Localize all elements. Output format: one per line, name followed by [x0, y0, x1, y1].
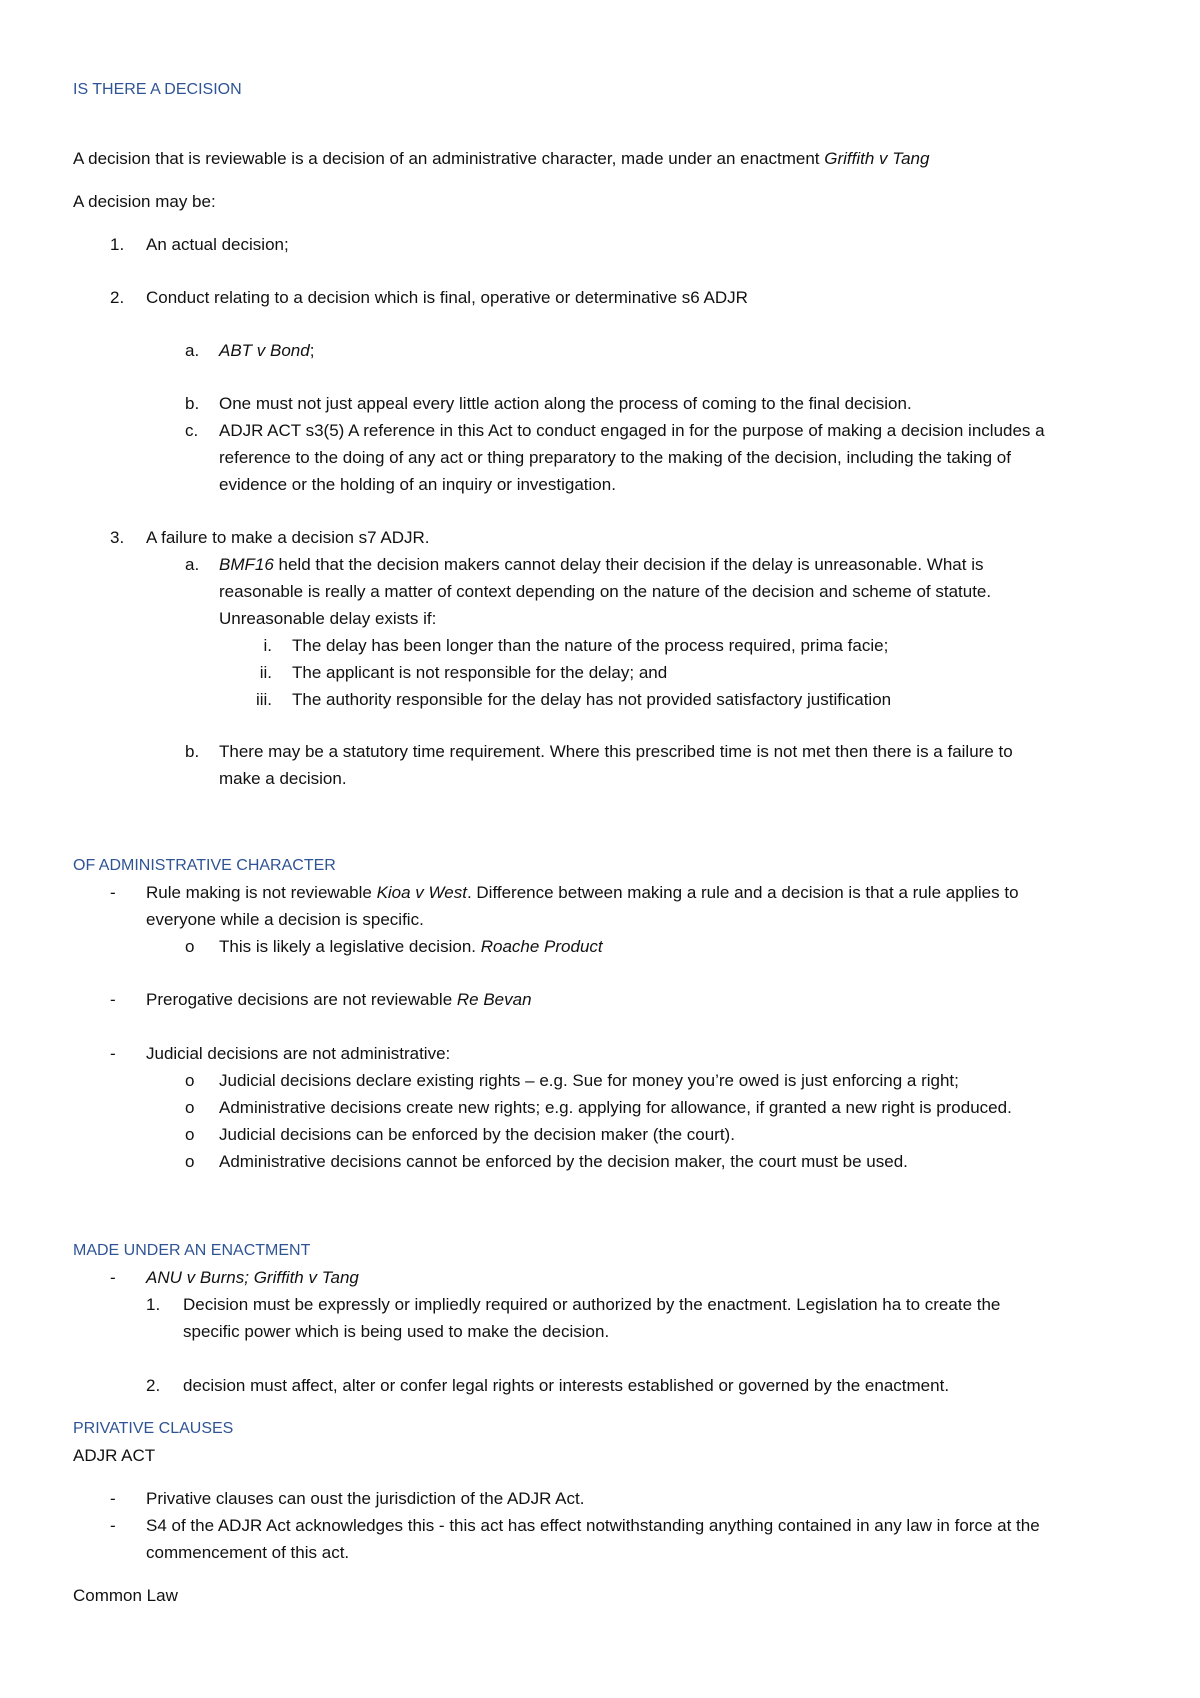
heading-made-under-enactment: MADE UNDER AN ENACTMENT [73, 1242, 311, 1259]
list-marker: 1. [146, 1295, 161, 1314]
rule-making-text-cont: . Difference between making a rule and a decision is that a rule applies to [466, 883, 1019, 902]
dash-bullet: - [110, 1489, 116, 1508]
roman-marker: i. [263, 636, 272, 655]
list-item-affect-rights: decision must affect, alter or confer legal rights or interests established or governed by the enactment. [183, 1376, 950, 1395]
item-tail: ; [309, 341, 315, 360]
dash-bullet: - [110, 1516, 116, 1535]
circle-bullet: o [185, 1125, 195, 1144]
circle-bullet: o [185, 1098, 195, 1117]
intro-text: A decision that is reviewable is a decision of an administrative character, made under an enactment [73, 149, 825, 168]
subheading-common-law: Common Law [73, 1586, 178, 1605]
roman-marker: iii. [255, 690, 272, 709]
legislative-text: This is likely a legislative decision. [219, 937, 481, 956]
list-item-bmf16-line1 [219, 551, 983, 578]
case-abt-v-bond: ABT v Bond [219, 341, 310, 360]
list-item-expressly-required-line1: Decision must be expressly or impliedly required or authorized by the enactment. Legislation ha to create the [183, 1295, 1001, 1314]
bullet-s4-line1: S4 of the ADJR Act acknowledges this - this act has effect notwithstanding anything contained in any law in force at the [146, 1516, 1040, 1535]
circle-bullet: o [185, 937, 195, 956]
rule-making-text: Rule making is not reviewable [146, 883, 377, 902]
list-item-adjr-s3-line1: ADJR ACT s3(5) A reference in this Act to conduct engaged in for the purpose of making a decision includes a [219, 421, 1045, 440]
case-bmf16: BMF16 [219, 555, 274, 574]
bullet-rule-making-line2: everyone while a decision is specific. [146, 910, 424, 929]
subheading-adjr-act: ADJR ACT [73, 1446, 156, 1465]
dash-bullet: - [110, 1044, 116, 1063]
list-item-conduct: Conduct relating to a decision which is final, operative or determinative s6 ADJR [146, 288, 748, 307]
bullet-prerogative [146, 986, 532, 1013]
case-griffith-v-tang: Griffith v Tang [824, 149, 930, 168]
sub-bullet-legislative [219, 933, 603, 960]
sub-bullet-judicial-enforced: Judicial decisions can be enforced by the decision maker (the court). [219, 1125, 735, 1144]
case-re-bevan: Re Bevan [456, 990, 532, 1009]
dash-bullet: - [110, 1268, 116, 1287]
prerogative-text: Prerogative decisions are not reviewable [146, 990, 457, 1009]
list-marker: 2. [110, 288, 125, 307]
roman-marker: ii. [259, 663, 272, 682]
heading-is-there-a-decision: IS THERE A DECISION [73, 81, 242, 98]
sub-bullet-judicial-declare: Judicial decisions declare existing rights – e.g. Sue for money you’re owed is just enforcing a right; [219, 1071, 959, 1090]
bullet-judicial: Judicial decisions are not administrative: [146, 1044, 451, 1063]
list-item-expressly-required-line2: specific power which is being used to make the decision. [183, 1322, 610, 1341]
sublist-marker: b. [185, 742, 200, 761]
may-be-text: A decision may be: [73, 192, 216, 211]
roman-item-authority: The authority responsible for the delay has not provided satisfactory justification [292, 690, 892, 709]
list-marker: 1. [110, 235, 125, 254]
roman-item-applicant: The applicant is not responsible for the delay; and [292, 663, 668, 682]
case-roache-product: Roache Product [480, 937, 603, 956]
sublist-marker: a. [185, 555, 200, 574]
circle-bullet: o [185, 1152, 195, 1171]
list-item-appeal: One must not just appeal every little action along the process of coming to the final decision. [219, 394, 912, 413]
bullet-s4-line2: commencement of this act. [146, 1543, 350, 1562]
sublist-marker: a. [185, 341, 200, 360]
list-item-statutory-time-line2: make a decision. [219, 769, 347, 788]
list-item-actual-decision: An actual decision; [146, 235, 289, 254]
list-item-statutory-time-line1: There may be a statutory time requirement. Where this prescribed time is not met then there is a failure to [219, 742, 1013, 761]
sublist-marker: b. [185, 394, 200, 413]
sub-bullet-admin-not-enforced: Administrative decisions cannot be enforced by the decision maker, the court must be used. [219, 1152, 908, 1171]
circle-bullet: o [185, 1071, 195, 1090]
bullet-rule-making-line1 [146, 879, 1019, 906]
list-item-bmf16-line2: reasonable is really a matter of context depending on the nature of the decision and scheme of statute. [219, 582, 992, 601]
roman-item-delay-longer: The delay has been longer than the nature of the process required, prima facie; [292, 636, 889, 655]
case-anu-v-burns: ANU v Burns; Griffith v Tang [146, 1268, 359, 1287]
intro-paragraph [73, 145, 929, 172]
heading-privative-clauses: PRIVATIVE CLAUSES [73, 1420, 234, 1437]
list-item-failure: A failure to make a decision s7 ADJR. [146, 528, 430, 547]
dash-bullet: - [110, 990, 116, 1009]
dash-bullet: - [110, 883, 116, 902]
sub-bullet-admin-create: Administrative decisions create new rights; e.g. applying for allowance, if granted a new right is produced. [219, 1098, 1012, 1117]
list-item-adjr-s3-line2: reference to the doing of any act or thing preparatory to the making of the decision, including the taking of [219, 448, 1011, 467]
list-item-abt-v-bond [219, 337, 314, 364]
sublist-marker: c. [185, 421, 199, 440]
bmf16-text: held that the decision makers cannot delay their decision if the delay is unreasonable. What is [273, 555, 984, 574]
list-item-adjr-s3-line3: evidence or the holding of an inquiry or investigation. [219, 475, 616, 494]
bullet-oust-jurisdiction: Privative clauses can oust the jurisdiction of the ADJR Act. [146, 1489, 585, 1508]
heading-administrative-character: OF ADMINISTRATIVE CHARACTER [73, 857, 336, 874]
list-item-bmf16-line3: Unreasonable delay exists if: [219, 609, 437, 628]
list-marker: 3. [110, 528, 125, 547]
list-marker: 2. [146, 1376, 161, 1395]
case-kioa-v-west: Kioa v West [376, 883, 467, 902]
